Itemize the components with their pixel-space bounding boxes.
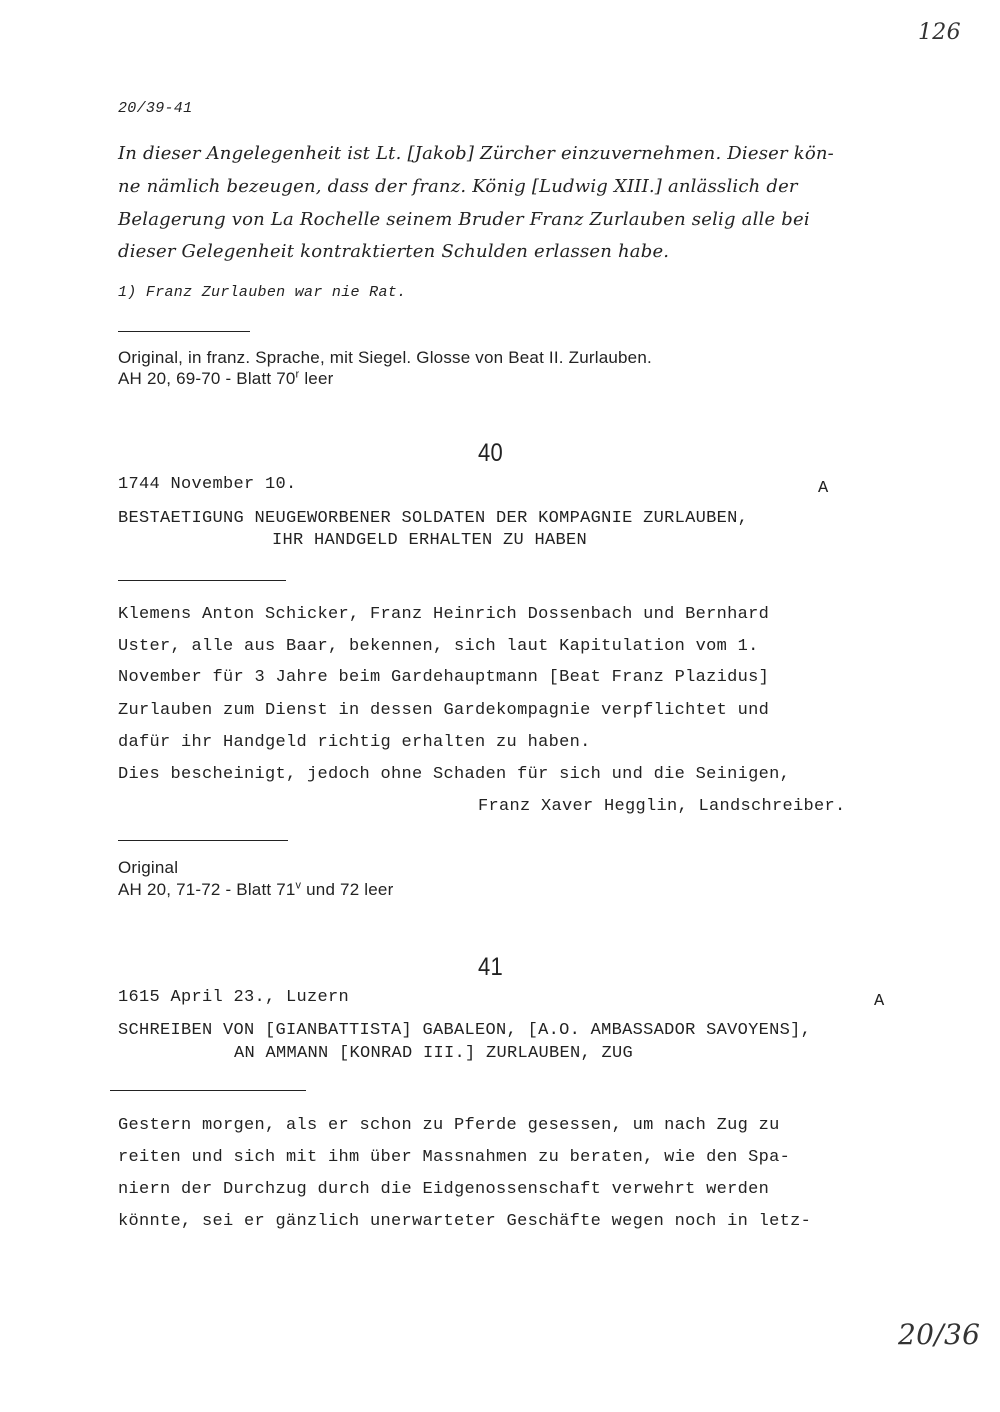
page-number-top: 126 bbox=[918, 20, 961, 45]
prev-doc-source-line-2: AH 20, 69-70 - Blatt 70$^r$ leer bbox=[118, 368, 334, 388]
doc41-date: 1615 April 23., Luzern bbox=[118, 988, 350, 1007]
doc40-body-line-4: Zurlauben zum Dienst in dessen Gardekompagnie verpflichtet und bbox=[118, 701, 770, 720]
doc41-body-line-2: reiten und sich mit ihm über Massnahmen zu beraten, wie den Spa- bbox=[118, 1148, 791, 1167]
doc40-date: 1744 November 10. bbox=[118, 475, 297, 494]
doc41-title-line-1: SCHREIBEN VON [GIANBATTISTA] GABALEON, [A.O. AMBASSADOR SAVOYENS], bbox=[118, 1021, 812, 1040]
doc40-signature: Franz Xaver Hegglin, Landschreiber. bbox=[478, 797, 846, 816]
doc40-number: 40 bbox=[478, 438, 504, 467]
prev-doc-line-2: ne nämlich bezeugen, dass der franz. König [Ludwig XIII.] anlässlich der bbox=[118, 176, 798, 197]
prev-doc-rule bbox=[118, 331, 250, 332]
doc41-body-line-4: könnte, sei er gänzlich unerwarteter Geschäfte wegen noch in letz- bbox=[118, 1212, 812, 1231]
doc40-body-line-6: Dies bescheinigt, jedoch ohne Schaden für sich und die Seinigen, bbox=[118, 765, 791, 784]
doc40-rule bbox=[118, 580, 286, 581]
page-number-bottom: 20/36 bbox=[898, 1318, 981, 1351]
prev-doc-line-4: dieser Gelegenheit kontraktierten Schulden erlassen habe. bbox=[118, 241, 670, 262]
doc40-title-line-1: BESTAETIGUNG NEUGEWORBENER SOLDATEN DER KOMPAGNIE ZURLAUBEN, bbox=[118, 509, 749, 528]
doc41-rule bbox=[110, 1090, 306, 1091]
prev-doc-footnote: 1) Franz Zurlauben war nie Rat. bbox=[118, 284, 407, 301]
doc40-body-line-5: dafür ihr Handgeld richtig erhalten zu haben. bbox=[118, 733, 591, 752]
doc40-body-line-1: Klemens Anton Schicker, Franz Heinrich Dossenbach und Bernhard bbox=[118, 605, 770, 624]
doc41-body-line-1: Gestern morgen, als er schon zu Pferde gesessen, um nach Zug zu bbox=[118, 1116, 780, 1135]
doc41-title-line-2: AN AMMANN [KONRAD III.] ZURLAUBEN, ZUG bbox=[234, 1044, 634, 1063]
doc40-letter: A bbox=[818, 479, 829, 498]
doc40-source-line-2: AH 20, 71-72 - Blatt 71$^v$ und 72 leer bbox=[118, 879, 394, 899]
prev-doc-source-line-1: Original, in franz. Sprache, mit Siegel. Glosse von Beat II. Zurlauben. bbox=[118, 348, 652, 367]
doc41-letter: A bbox=[874, 992, 885, 1011]
doc40-body-line-2: Uster, alle aus Baar, bekennen, sich laut Kapitulation vom 1. bbox=[118, 637, 759, 656]
doc41-body-line-3: niern der Durchzug durch die Eidgenossenschaft verwehrt werden bbox=[118, 1180, 770, 1199]
doc41-number: 41 bbox=[478, 952, 504, 981]
reference-header: 20/39-41 bbox=[118, 100, 193, 117]
doc40-body-line-3: November für 3 Jahre beim Gardehauptmann [Beat Franz Plazidus] bbox=[118, 668, 770, 687]
prev-doc-line-3: Belagerung von La Rochelle seinem Bruder Franz Zurlauben selig alle bei bbox=[118, 209, 810, 230]
doc40-source-rule bbox=[118, 840, 288, 841]
prev-doc-line-1: In dieser Angelegenheit ist Lt. [Jakob] Zürcher einzuvernehmen. Dieser kön- bbox=[118, 143, 834, 164]
doc40-source-line-1: Original bbox=[118, 858, 179, 877]
doc40-title-line-2: IHR HANDGELD ERHALTEN ZU HABEN bbox=[272, 531, 588, 550]
